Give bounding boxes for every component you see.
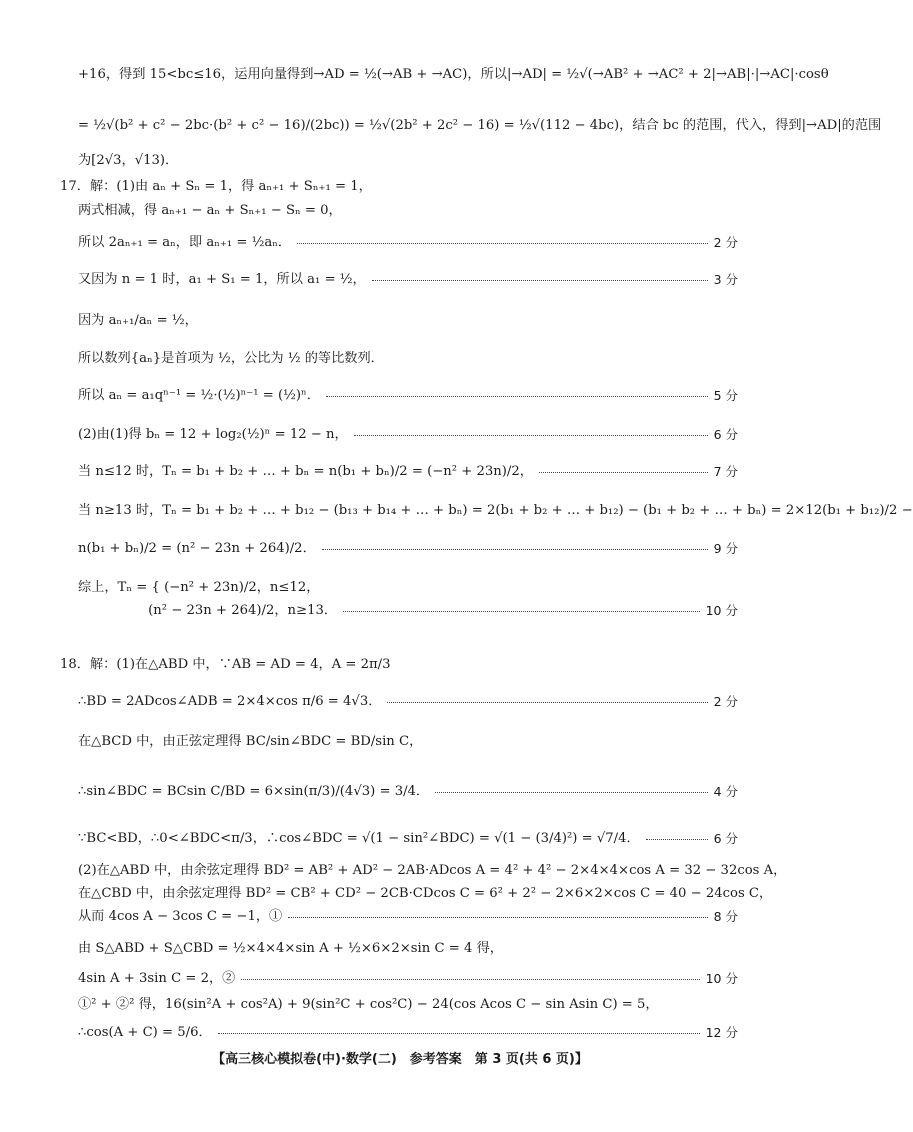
line-text: = ½√(b² + c² − 2bc·(b² + c² − 16)/(2bc)) = ½√(2b² + 2c² − 16) = ½√(112 − 4bc)，结合 bc 的范围，代入，得到|→AD|的范围 [78, 118, 882, 133]
dot-leader [288, 916, 707, 918]
line-text: 又因为 n = 1 时，a₁ + S₁ = 1，所以 a₁ = ½， [78, 272, 366, 287]
page-footer: 【高三核心模拟卷(中)·数学(二) 参考答案 第 3 页(共 6 页)】 [212, 1052, 588, 1067]
line-text: ∴sin∠BDC = BCsin C/BD = 6×sin(π/3)/(4√3) = 3/4． [78, 784, 430, 799]
score-label: 4 分 [713, 784, 738, 799]
line-text: 当 n≤12 时，Tₙ = b₁ + b₂ + … + bₙ = n(b₁ + bₙ)/2 = (−n² + 23n)/2， [78, 464, 533, 479]
line-text: 由 S△ABD + S△CBD = ½×4×4×sin A + ½×6×2×sin C = 4 得， [78, 941, 503, 956]
score-label: 8 分 [713, 909, 738, 924]
score-label: 2 分 [713, 694, 738, 709]
line-text: 两式相减，得 aₙ₊₁ − aₙ + Sₙ₊₁ − Sₙ = 0， [78, 203, 342, 218]
score-label: 6 分 [713, 427, 738, 442]
dot-leader [218, 1032, 700, 1034]
dot-leader [646, 838, 708, 840]
solution-line-l1 [78, 66, 829, 84]
solution-line-l2 [78, 117, 882, 135]
solution-line-l14 [78, 540, 738, 558]
score-label: 10 分 [705, 603, 738, 618]
line-text: 因为 aₙ₊₁/aₙ = ½， [78, 313, 198, 328]
dot-leader [297, 242, 707, 244]
solution-line-l17 [78, 693, 738, 711]
solution-line-l13 [78, 502, 913, 520]
line-text: (2)在△ABD 中，由余弦定理得 BD² = AB² + AD² − 2AB·ADcos A = 4² + 4² − 2×4×4×cos A = 32 − 32cos A， [78, 863, 787, 878]
line-text: 所以 2aₙ₊₁ = aₙ，即 aₙ₊₁ = ½aₙ． [78, 235, 292, 250]
dot-leader [241, 978, 699, 980]
solution-line-l21 [78, 862, 787, 880]
solution-line-l22 [78, 885, 773, 903]
solution-line-l25 [78, 970, 738, 988]
dot-leader [539, 471, 708, 473]
line-text: 17．解：(1)由 aₙ + Sₙ = 1，得 aₙ₊₁ + Sₙ₊₁ = 1， [60, 179, 372, 194]
line-text: 4sin A + 3sin C = 2，② [78, 971, 236, 986]
score-label: 12 分 [705, 1025, 738, 1040]
solution-line-l11 [78, 426, 738, 444]
solution-line-l6 [78, 234, 738, 252]
solution-line-l9 [78, 350, 738, 368]
solution-line-l10 [78, 387, 738, 405]
line-text: 为[2√3，√13)． [78, 153, 179, 168]
score-label: 5 分 [713, 388, 738, 403]
line-text: (2)由(1)得 bₙ = 12 + log₂(½)ⁿ = 12 − n， [78, 427, 348, 442]
line-text: ∵BC<BD，∴0<∠BDC<π/3，∴cos∠BDC = √(1 − sin²∠BDC) = √(1 − (3/4)²) = √7/4． [78, 831, 640, 846]
dot-leader [372, 279, 708, 281]
dot-leader [354, 434, 708, 436]
line-text: 综上，Tₙ = { (−n² + 23n)/2，n≤12， [78, 580, 320, 595]
dot-leader [343, 610, 700, 612]
solution-line-l19 [78, 783, 738, 801]
score-label: 6 分 [713, 831, 738, 846]
line-text: +16，得到 15<bc≤16，运用向量得到→AD = ½(→AB + →AC)，所以|→AD| = ½√(→AB² + →AC² + 2|→AB|·|→AC|·cosθ [78, 67, 829, 82]
line-text: ①² + ②² 得，16(sin²A + cos²A) + 9(sin²C + cos²C) − 24(cos Acos C − sin Asin C) = 5， [78, 997, 659, 1012]
line-text: 所以 aₙ = a₁qⁿ⁻¹ = ½·(½)ⁿ⁻¹ = (½)ⁿ． [78, 388, 320, 403]
line-text: ∴cos(A + C) = 5/6． [78, 1025, 212, 1040]
dot-leader [326, 395, 708, 397]
score-label: 2 分 [713, 235, 738, 250]
solution-line-l23 [78, 908, 738, 926]
line-text: 所以数列{aₙ}是首项为 ½，公比为 ½ 的等比数列． [78, 351, 384, 366]
line-text: ∴BD = 2ADcos∠ADB = 2×4×cos π/6 = 4√3． [78, 694, 382, 709]
solution-line-l12 [78, 463, 738, 481]
solution-line-l16 [60, 656, 738, 674]
dot-leader [435, 791, 707, 793]
solution-line-l27 [78, 1024, 738, 1042]
solution-line-l7 [78, 271, 738, 289]
line-text: 18．解：(1)在△ABD 中，∵AB = AD = 4，A = 2π/3 [60, 657, 391, 672]
solution-line-l18 [78, 733, 738, 751]
line-text: 从而 4cos A − 3cos C = −1，① [78, 909, 283, 924]
solution-line-l15a [78, 579, 738, 597]
solution-line-l3 [78, 152, 738, 170]
line-text: (n² − 23n + 264)/2，n≥13． [78, 603, 338, 618]
score-label: 10 分 [705, 971, 738, 986]
line-text: 当 n≥13 时，Tₙ = b₁ + b₂ + … + b₁₂ − (b₁₃ + b₁₄ + … + bₙ) = 2(b₁ + b₂ + … + b₁₂) − (b₁ + b₂ + … + bₙ) = 2×12(b₁ + b₁₂)/2 − [78, 503, 913, 518]
solution-line-l4 [60, 178, 738, 196]
solution-line-l8 [78, 312, 738, 330]
line-text: n(b₁ + bₙ)/2 = (n² − 23n + 264)/2． [78, 541, 316, 556]
solution-line-l20 [78, 830, 738, 848]
score-label: 3 分 [713, 272, 738, 287]
dot-leader [322, 548, 708, 550]
solution-line-l5 [78, 202, 738, 220]
score-label: 9 分 [713, 541, 738, 556]
solution-line-l26 [78, 996, 738, 1014]
line-text: 在△CBD 中，由余弦定理得 BD² = CB² + CD² − 2CB·CDcos C = 6² + 2² − 2×6×2×cos C = 40 − 24cos C， [78, 886, 773, 901]
solution-line-l24 [78, 940, 738, 958]
solution-line-l15b [78, 602, 738, 620]
dot-leader [387, 701, 707, 703]
score-label: 7 分 [713, 464, 738, 479]
line-text: 在△BCD 中，由正弦定理得 BC/sin∠BDC = BD/sin C， [78, 734, 423, 749]
